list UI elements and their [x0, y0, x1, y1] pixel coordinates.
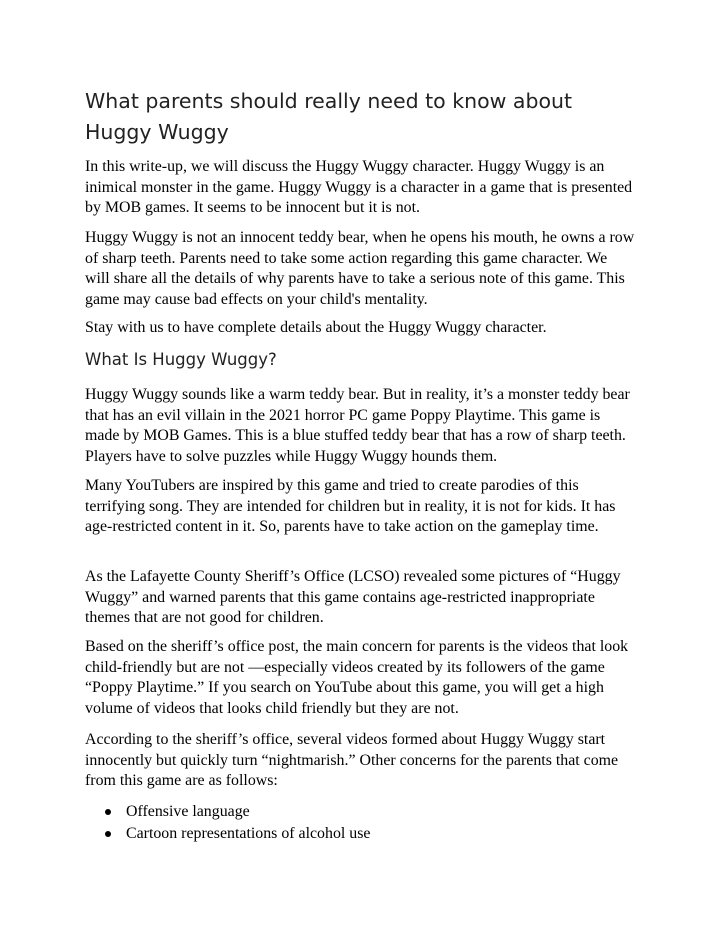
bullet-icon: [105, 809, 111, 815]
paragraph-stay: Stay with us to have complete details about the Huggy Wuggy character.: [85, 319, 547, 336]
intro-paragraph: In this write-up, we will discuss the Huggy Wuggy character. Huggy Wuggy is an inimical monster in the game. Huggy Wuggy is a character in a game that is presented by MOB games. It seems to be innocent but it is not.: [85, 158, 633, 216]
list-item-text: Offensive language: [126, 803, 250, 820]
paragraph-sheriff: As the Lafayette County Sheriff’s Office (LCSO) revealed some pictures of “Huggy Wuggy” and warned parents that this game contains age-restricted inappropriate themes that are not good for children.: [85, 568, 621, 626]
paragraph-what-is: Huggy Wuggy sounds like a warm teddy bear. But in reality, it’s a monster teddy bear that has an evil villain in the 2021 horror PC game Poppy Playtime. This game is made by MOB Games. This is a blue stuffed teddy bear that has a row of sharp teeth. Players have to solve puzzles while Huggy Wuggy hounds them.: [85, 386, 630, 465]
bullet-icon: [105, 831, 111, 837]
paragraph-concern: Based on the sheriff’s office post, the main concern for parents is the videos that look child-friendly but are not —especially videos created by its followers of the game “Poppy Playtime.” If you search on YouTube about this game, you will get a high volume of videos that looks child friendly but they are not.: [85, 638, 629, 717]
list-item: [85, 823, 370, 845]
list-item: [85, 801, 370, 823]
section-heading: What Is Huggy Wuggy?: [85, 350, 277, 369]
article-title: What parents should really need to know about Huggy Wuggy: [85, 89, 573, 144]
paragraph-youtubers: Many YouTubers are inspired by this game and tried to create parodies of this terrifying song. They are intended for children but in reality, it is not for kids. It has age-restricted content in it. So, parents have to take action on the gameplay time.: [85, 477, 616, 535]
list-item-text: Cartoon representations of alcohol use: [126, 824, 371, 842]
paragraph-teeth: Huggy Wuggy is not an innocent teddy bear, when he opens his mouth, he owns a row of sharp teeth. Parents need to take some action regarding this game character. We will share all the details of why parents have to take a serious note of this game. This game may cause bad effects on your child's mentality.: [85, 229, 635, 308]
concerns-list: [85, 801, 370, 844]
paragraph-nightmarish: According to the sheriff’s office, several videos formed about Huggy Wuggy start innocently but quickly turn “nightmarish.” Other concerns for the parents that come from this game are as follows:: [85, 731, 619, 789]
